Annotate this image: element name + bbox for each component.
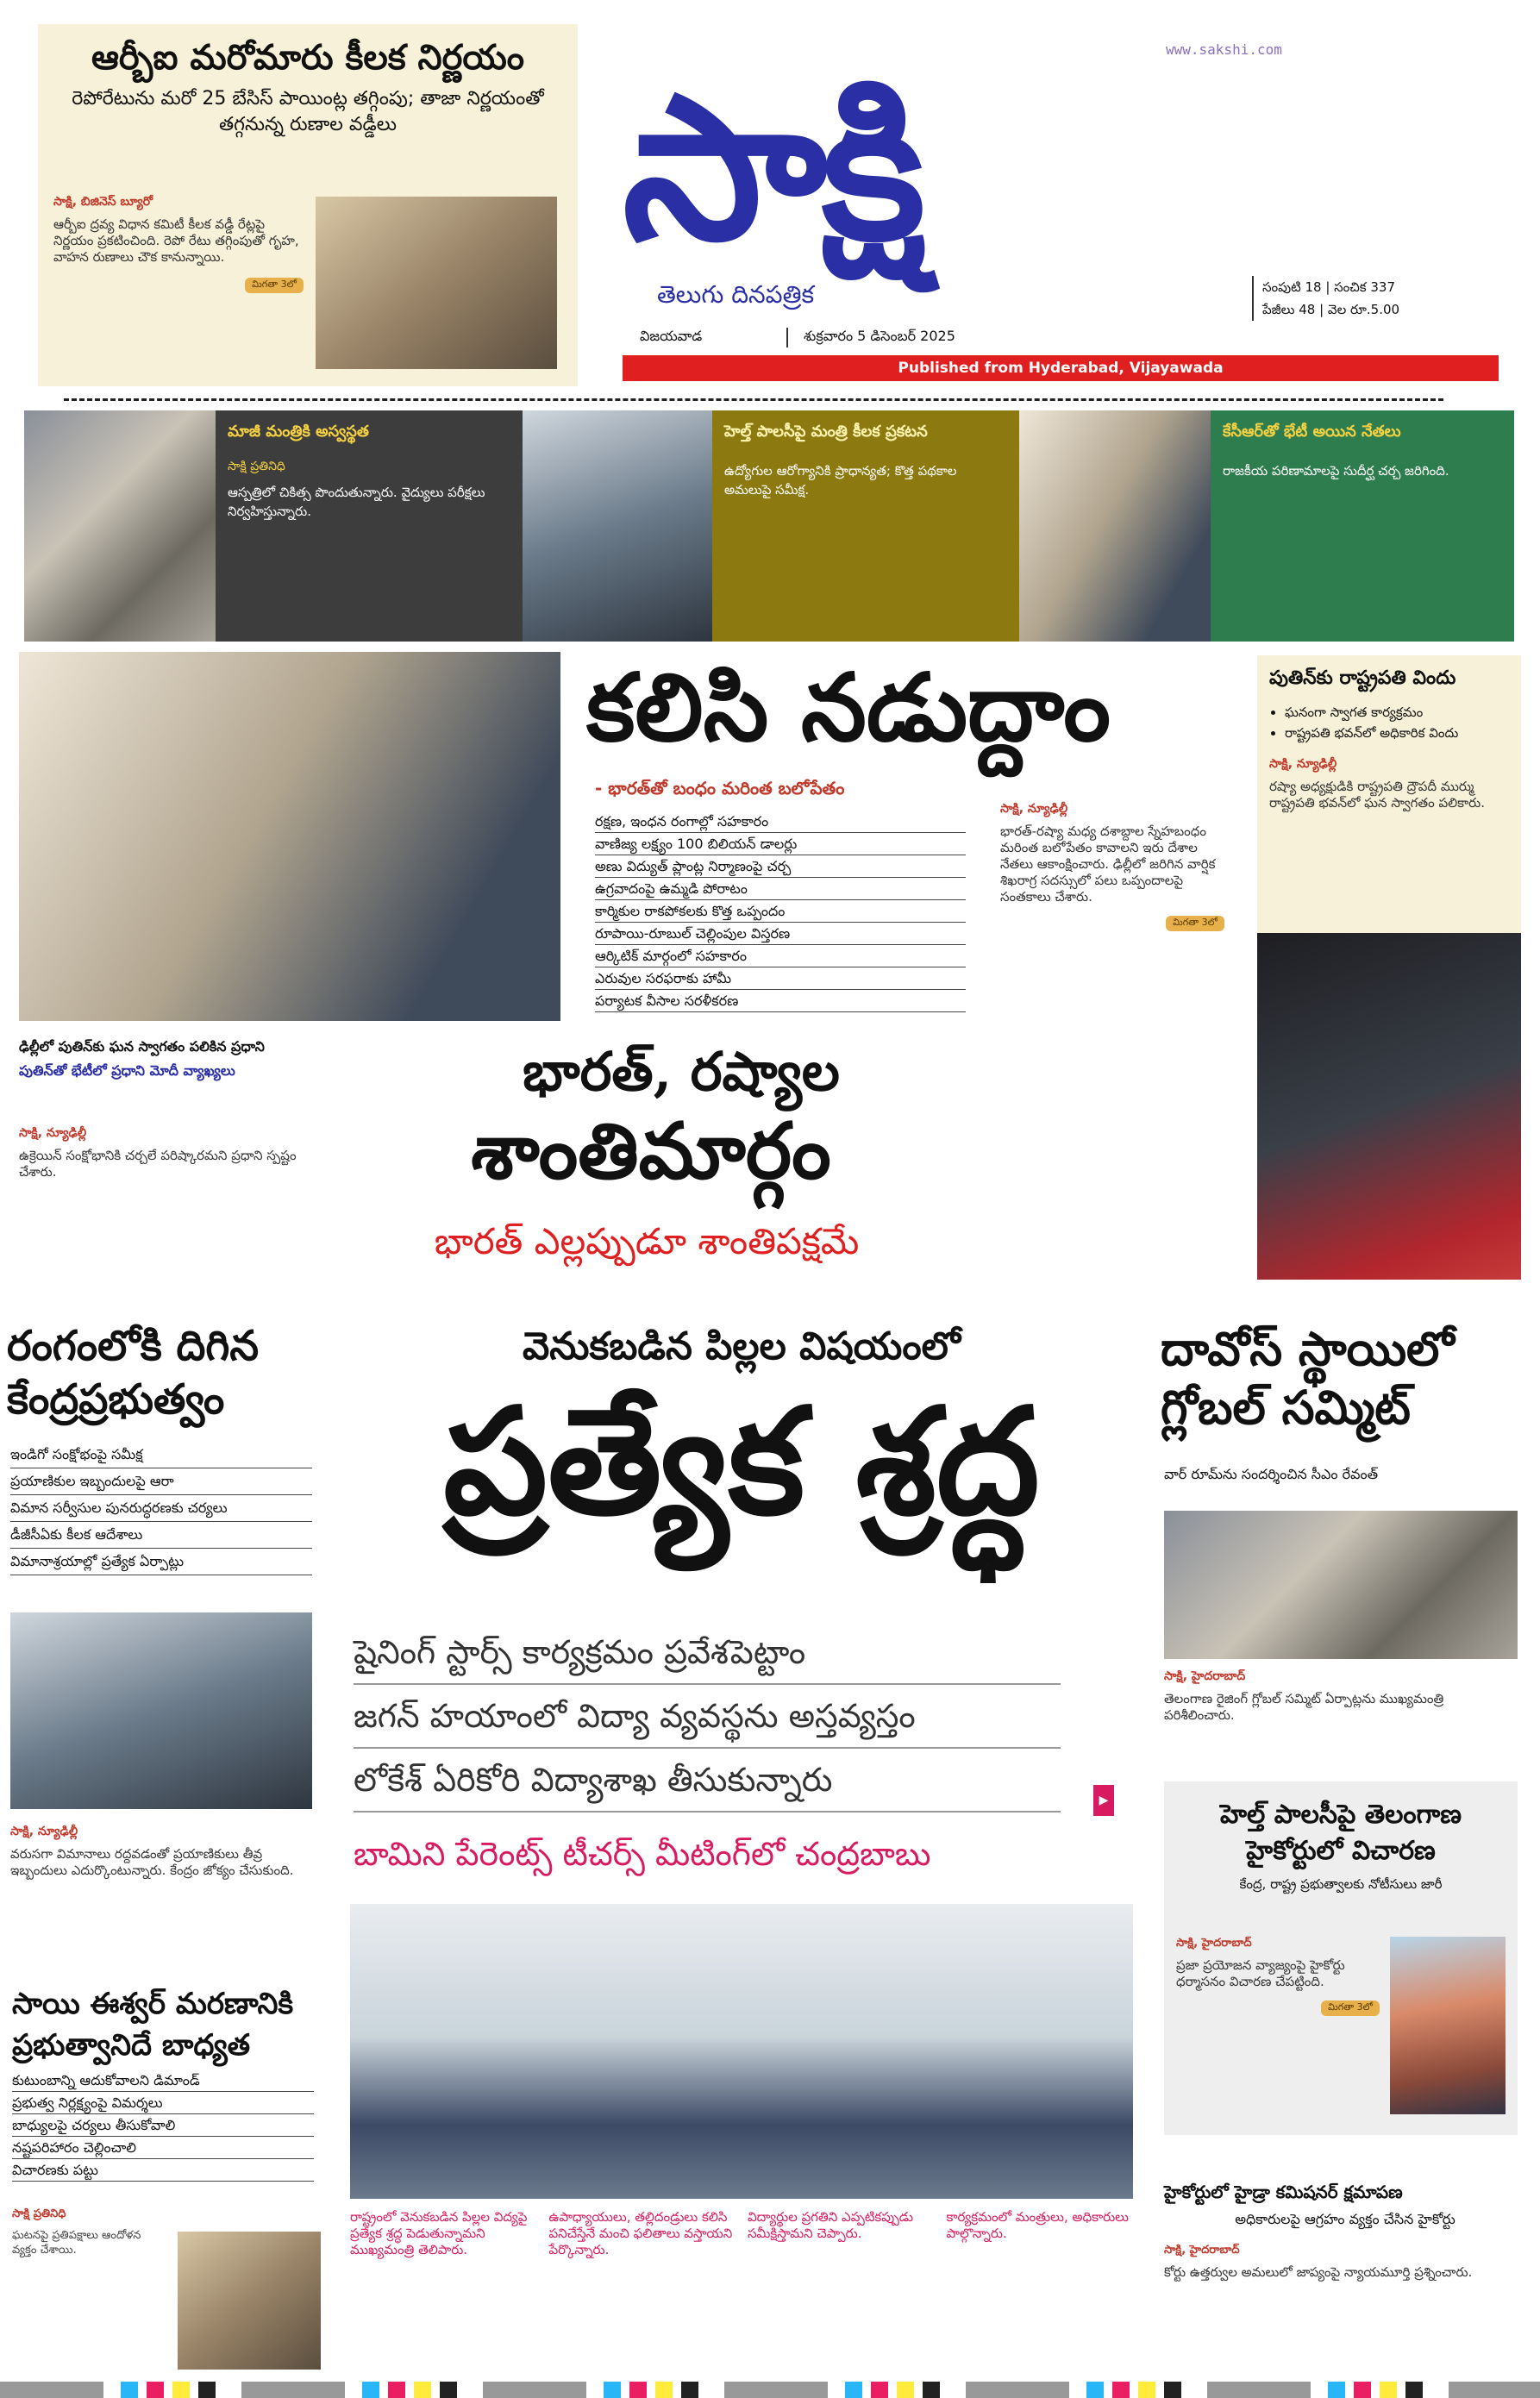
- main-headline: కలిసి నడుద్దాం: [586, 654, 1111, 762]
- hydra-sub: అధికారులపై ఆగ్రహం వ్యక్తం చేసిన హైకోర్టు: [1235, 2211, 1455, 2227]
- byline: సాక్షి, న్యూఢిల్లీ: [1269, 757, 1337, 771]
- left-story-body: [10, 1825, 312, 1879]
- center-red-line: బామిని పేరెంట్స్ టీచర్స్ మీటింగ్‌లో చంద్రబాబు: [354, 1835, 931, 1873]
- bullet: రక్షణ, ఇంధన రంగాల్లో సహకారం: [595, 811, 966, 833]
- bullet: ఉగ్రవాదంపై ఉమ్మడి పోరాటం: [595, 878, 966, 900]
- main-body-col: [1000, 802, 1224, 931]
- headline2-line2: శాంతిమార్గం: [471, 1105, 831, 1197]
- play-icon[interactable]: ▶: [1093, 1785, 1114, 1816]
- dinner-box: [1257, 655, 1521, 933]
- airport-photo: [10, 1612, 312, 1809]
- bullet: నష్టపరిహారం చెల్లించాలి: [12, 2137, 314, 2159]
- center-body-col: ఉపాధ్యాయులు, తల్లిదండ్రులు కలిసి పనిచేస్తేనే మంచి ఫలితాలు వస్తాయని పేర్కొన్నారు.: [548, 2209, 733, 2257]
- published-bar: [623, 355, 1499, 381]
- highcourt-sub: కేంద్ర, రాష్ట్ర ప్రభుత్వాలకు నోటీసులు జారీ: [1239, 1876, 1443, 1892]
- tagline: తెలుగు దినపత్రిక: [657, 280, 815, 309]
- bullet: విమానాశ్రయాల్లో ప్రత్యేక ఏర్పాట్లు: [10, 1549, 312, 1575]
- strip-photo-1: [24, 410, 216, 642]
- masthead-logo: సాక్షి: [623, 52, 921, 285]
- rbi-subhead: రెపోరేటును మరో 25 బేసిస్ పాయింట్ల తగ్గింపు; తాజా నిర్ణయంతో తగ్గనున్న రుణాల వడ్డీలు: [72, 88, 544, 135]
- bullet: ప్రయాణికుల ఇబ్బందులపై ఆరా: [10, 1468, 312, 1495]
- main-body: భారత్-రష్యా మధ్య దశాబ్దాల స్నేహబంధం మరింత బలోపేతం కావాలని ఇరు దేశాల నేతలు ఆకాంక్షించారు. ఢిల్లీలో జరిగిన వార్షిక శిఖరాగ్ర సదస్సులో పలు ఒప్పందాలపై సంతకాలు చేశారు.: [1000, 823, 1216, 905]
- byline: సాక్షి ప్రతినిధి: [12, 2207, 66, 2220]
- main-body2: ఉక్రెయిన్ సంక్షోభానికి చర్చలే పరిష్కారమని ప్రధాని స్పష్టం చేశారు.: [19, 1148, 297, 1180]
- right-sub: వార్ రూమ్‌ను సందర్శించిన సీఎం రేవంత్: [1164, 1466, 1379, 1482]
- left-bullets2: [12, 2069, 314, 2182]
- dinner-body: రష్యా అధ్యక్షుడికి రాష్ట్రపతి ద్రౌపదీ ముర్ము రాష్ట్రపతి భవన్‌లో ఘన స్వాగతం పలికారు.: [1269, 779, 1485, 811]
- strip-title: హెల్త్ పాలసీపై మంత్రి కీలక ప్రకటన: [724, 423, 928, 441]
- right-headline: దావోస్ స్థాయిలో గ్లోబల్ సమ్మిట్: [1161, 1321, 1455, 1435]
- center-kicker: వెనుకబడిన పిల్లల విషయంలో: [523, 1324, 961, 1368]
- strip-title: కేసీఆర్‌తో భేటీ అయిన నేతలు: [1223, 423, 1401, 441]
- right-story-body: [1164, 1669, 1518, 1724]
- strip-photo-2: [523, 410, 712, 642]
- bullet: వాణిజ్య లక్ష్యం 100 బిలియన్ డాలర్లు: [595, 833, 966, 855]
- byline: సాక్షి, హైదరాబాద్: [1164, 2244, 1240, 2257]
- bullet: డీజీసీఏకు కీలక ఆదేశాలు: [10, 1522, 312, 1549]
- bullet: రూపాయి-రూబుల్ చెల్లింపుల విస్తరణ: [595, 923, 966, 945]
- more-link[interactable]: మిగతా 3లో: [1321, 2000, 1380, 2016]
- hydra-body-col: [1164, 2244, 1518, 2281]
- print-color-bar: [0, 2382, 1540, 2398]
- bullet: విమాన సర్వీసుల పునరుద్ధరణకు చర్యలు: [10, 1495, 312, 1522]
- center-line: లోకేశ్ ఏరికోరి విద్యాశాఖ తీసుకున్నారు: [354, 1749, 1061, 1813]
- pages: పేజీలు 48: [1262, 302, 1316, 317]
- right-body: తెలంగాణ రైజింగ్ గ్లోబల్ సమ్మిట్ ఏర్పాట్లను ముఖ్యమంత్రి పరిశీలించారు.: [1164, 1691, 1444, 1723]
- main-kicker: - భారత్‌తో బంధం మరింత బలోపేతం: [595, 778, 845, 798]
- left-body2: ఘటనపై ప్రతిపక్షాలు ఆందోళన వ్యక్తం చేశాయి.: [12, 2229, 141, 2257]
- dinner-title: పుతిన్‌కు రాష్ట్రపతి విందు: [1269, 667, 1456, 689]
- center-group-photo: [350, 1904, 1133, 2199]
- price: వెల రూ.5.00: [1327, 302, 1400, 317]
- rbi-photo: [316, 197, 557, 369]
- strip-story-2: [712, 410, 1019, 642]
- bullet: • రాష్ట్రపతి భవన్‌లో అధికారిక విందు: [1285, 723, 1509, 743]
- bullet: అణు విద్యుత్ ప్లాంట్ల నిర్మాణంపై చర్చ: [595, 855, 966, 878]
- putin-president-photo: [1257, 933, 1521, 1280]
- hydra-headline: హైకోర్టులో హైడ్రా కమిషనర్ క్షమాపణ: [1164, 2182, 1403, 2202]
- left-body: వరుసగా విమానాలు రద్దవడంతో ప్రయాణికులు తీవ్ర ఇబ్బందులు ఎదుర్కొంటున్నారు. కేంద్రం జోక్యం చేసుకుంది.: [10, 1846, 294, 1878]
- byline: సాక్షి, బిజినెస్ బ్యూరో: [53, 195, 153, 209]
- highcourt-box: [1164, 1781, 1518, 2135]
- center-lines: [354, 1621, 1061, 1813]
- bullet: కార్మికుల రాకపోకలకు కొత్త ఒప్పందం: [595, 900, 966, 923]
- caption-2: పుతిన్‌తో భేటీలో ప్రధాని మోదీ వ్యాఖ్యలు: [19, 1062, 235, 1079]
- byline: సాక్షి, హైదరాబాద్: [1176, 1937, 1252, 1950]
- center-body-cols: [350, 2209, 1133, 2258]
- headline2-sub: భారత్ ఎల్లప్పుడూ శాంతిపక్షమే: [434, 1220, 860, 1262]
- rbi-headline: ఆర్బీఐ మరోమారు కీలక నిర్ణయం: [91, 37, 525, 78]
- byline: సాక్షి, హైదరాబాద్: [1164, 1669, 1246, 1683]
- left-bullets: [10, 1442, 312, 1575]
- published-text: Published from Hyderabad, Vijayawada: [898, 360, 1224, 377]
- hydra-body: కోర్టు ఉత్తర్వుల అమలులో జాప్యంపై న్యాయమూర్తి ప్రశ్నించారు.: [1164, 2264, 1473, 2280]
- rbi-story: [38, 24, 578, 386]
- bullet: కుటుంబాన్ని ఆదుకోవాలని డిమాండ్: [12, 2069, 314, 2092]
- date: శుక్రవారం 5 డిసెంబర్ 2025: [786, 328, 955, 347]
- more-link[interactable]: మిగతా 3లో: [1166, 916, 1224, 931]
- strip-body: రాజకీయ పరిణామాలపై సుదీర్ఘ చర్చ జరిగింది.: [1223, 463, 1449, 479]
- highcourt-photo: [1390, 1937, 1506, 2114]
- center-line: జగన్ హయాంలో విద్యా వ్యవస్థను అస్తవ్యస్తం: [354, 1685, 1061, 1749]
- bullet: ఇండిగో సంక్షోభంపై సమీక్ష: [10, 1442, 312, 1468]
- byline: సాక్షి ప్రతినిధి: [228, 460, 285, 473]
- bullet: • ఘనంగా స్వాగత కార్యక్రమం: [1285, 702, 1509, 723]
- rbi-body: ఆర్బీఐ ద్రవ్య విధాన కమిటీ కీలక వడ్డీ రేట్లపై నిర్ణయం ప్రకటించింది. రెపో రేటు తగ్గింపుతో గృహ, వాహన రుణాలు చౌక కానున్నాయి.: [53, 216, 299, 265]
- bullet: ఆర్కిటిక్ మార్గంలో సహకారం: [595, 945, 966, 967]
- strip-body: ఆస్పత్రిలో చికిత్స పొందుతున్నారు. వైద్యులు పరీక్షలు నిర్వహిస్తున్నారు.: [228, 485, 485, 519]
- center-body-col: కార్యక్రమంలో మంత్రులు, అధికారులు పాల్గొన్నారు.: [946, 2209, 1129, 2241]
- strip-title: మాజీ మంత్రికి అస్వస్థత: [228, 423, 369, 441]
- volume: సంపుటి 18: [1262, 279, 1322, 295]
- summit-photo: [1164, 1511, 1518, 1659]
- caption-1: ఢిల్లీలో పుతిన్‌కు ఘన స్వాగతం పలికిన ప్రధాని: [19, 1038, 265, 1055]
- headline2-line1: భారత్, రష్యాల: [523, 1040, 840, 1103]
- strip-story-1: [216, 410, 523, 642]
- left-headline2: సాయి ఈశ్వర్ మరణానికి ప్రభుత్వానిదే బాధ్యత: [12, 1987, 294, 2063]
- website[interactable]: www.sakshi.com: [1166, 41, 1282, 58]
- strip-story-3: [1211, 410, 1514, 642]
- left-photo2: [178, 2232, 321, 2370]
- center-body-col: రాష్ట్రంలో వెనుకబడిన పిల్లల విద్యపై ప్రత్యేక శ్రద్ధ పెడుతున్నామని ముఖ్యమంత్రి తెలిపారు.: [350, 2209, 528, 2257]
- highcourt-body: ప్రజా ప్రయోజన వ్యాజ్యంపై హైకోర్టు ధర్మాసనం విచారణ చేపట్టింది.: [1176, 1957, 1345, 1989]
- center-line: షైనింగ్ స్టార్స్ కార్యక్రమం ప్రవేశపెట్టాం: [354, 1621, 1061, 1685]
- edition-city: విజయవాడ: [640, 328, 703, 344]
- bullet: ప్రభుత్వ నిర్లక్ష్యంపై విమర్శలు: [12, 2092, 314, 2114]
- masthead: www.sakshi.com సాక్షి తెలుగు దినపత్రిక విజయవాడ శుక్రవారం 5 డిసెంబర్ 2025 సంపుటి 18 | సంచిక 337 పేజీలు 48 | వెల రూ.5.00 Published from Hyderabad, Vijayawada: [614, 34, 1506, 390]
- byline: సాక్షి, న్యూఢిల్లీ: [1000, 802, 1068, 816]
- center-body-col: విద్యార్థుల ప్రగతిని ఎప్పటికప్పుడు సమీక్షిస్తామని చెప్పారు.: [748, 2209, 914, 2241]
- bullet: ఎరువుల సరఫరాకు హామీ: [595, 967, 966, 990]
- more-link[interactable]: మిగతా 3లో: [245, 278, 304, 293]
- main-bullets: [595, 811, 966, 1012]
- byline: సాక్షి, న్యూఢిల్లీ: [10, 1825, 78, 1838]
- left-story2-body: [12, 2207, 167, 2257]
- strip-photo-3: [1019, 410, 1211, 642]
- left-headline: రంగంలోకి దిగిన కేంద్రప్రభుత్వం: [7, 1322, 260, 1424]
- main-body2-col: [19, 1126, 304, 1180]
- bullet: పర్యాటక వీసాల సరళీకరణ: [595, 990, 966, 1012]
- byline: సాక్షి, న్యూఢిల్లీ: [19, 1126, 87, 1140]
- bullet: విచారణకు పట్టు: [12, 2159, 314, 2182]
- highcourt-headline: హెల్త్ పాలసీపై తెలంగాణ హైకోర్టులో విచారణ: [1220, 1800, 1462, 1866]
- center-headline: ప్రత్యేక శ్రద్ధ: [443, 1375, 1040, 1548]
- bullet: బాధ్యులపై చర్యలు తీసుకోవాలి: [12, 2114, 314, 2137]
- divider: [64, 398, 1443, 401]
- strip-body: ఉద్యోగుల ఆరోగ్యానికి ప్రాధాన్యత; కొత్త పథకాల అమలుపై సమీక్ష.: [724, 463, 957, 498]
- main-photo: [19, 652, 560, 1021]
- issue: సంచిక 337: [1334, 279, 1395, 295]
